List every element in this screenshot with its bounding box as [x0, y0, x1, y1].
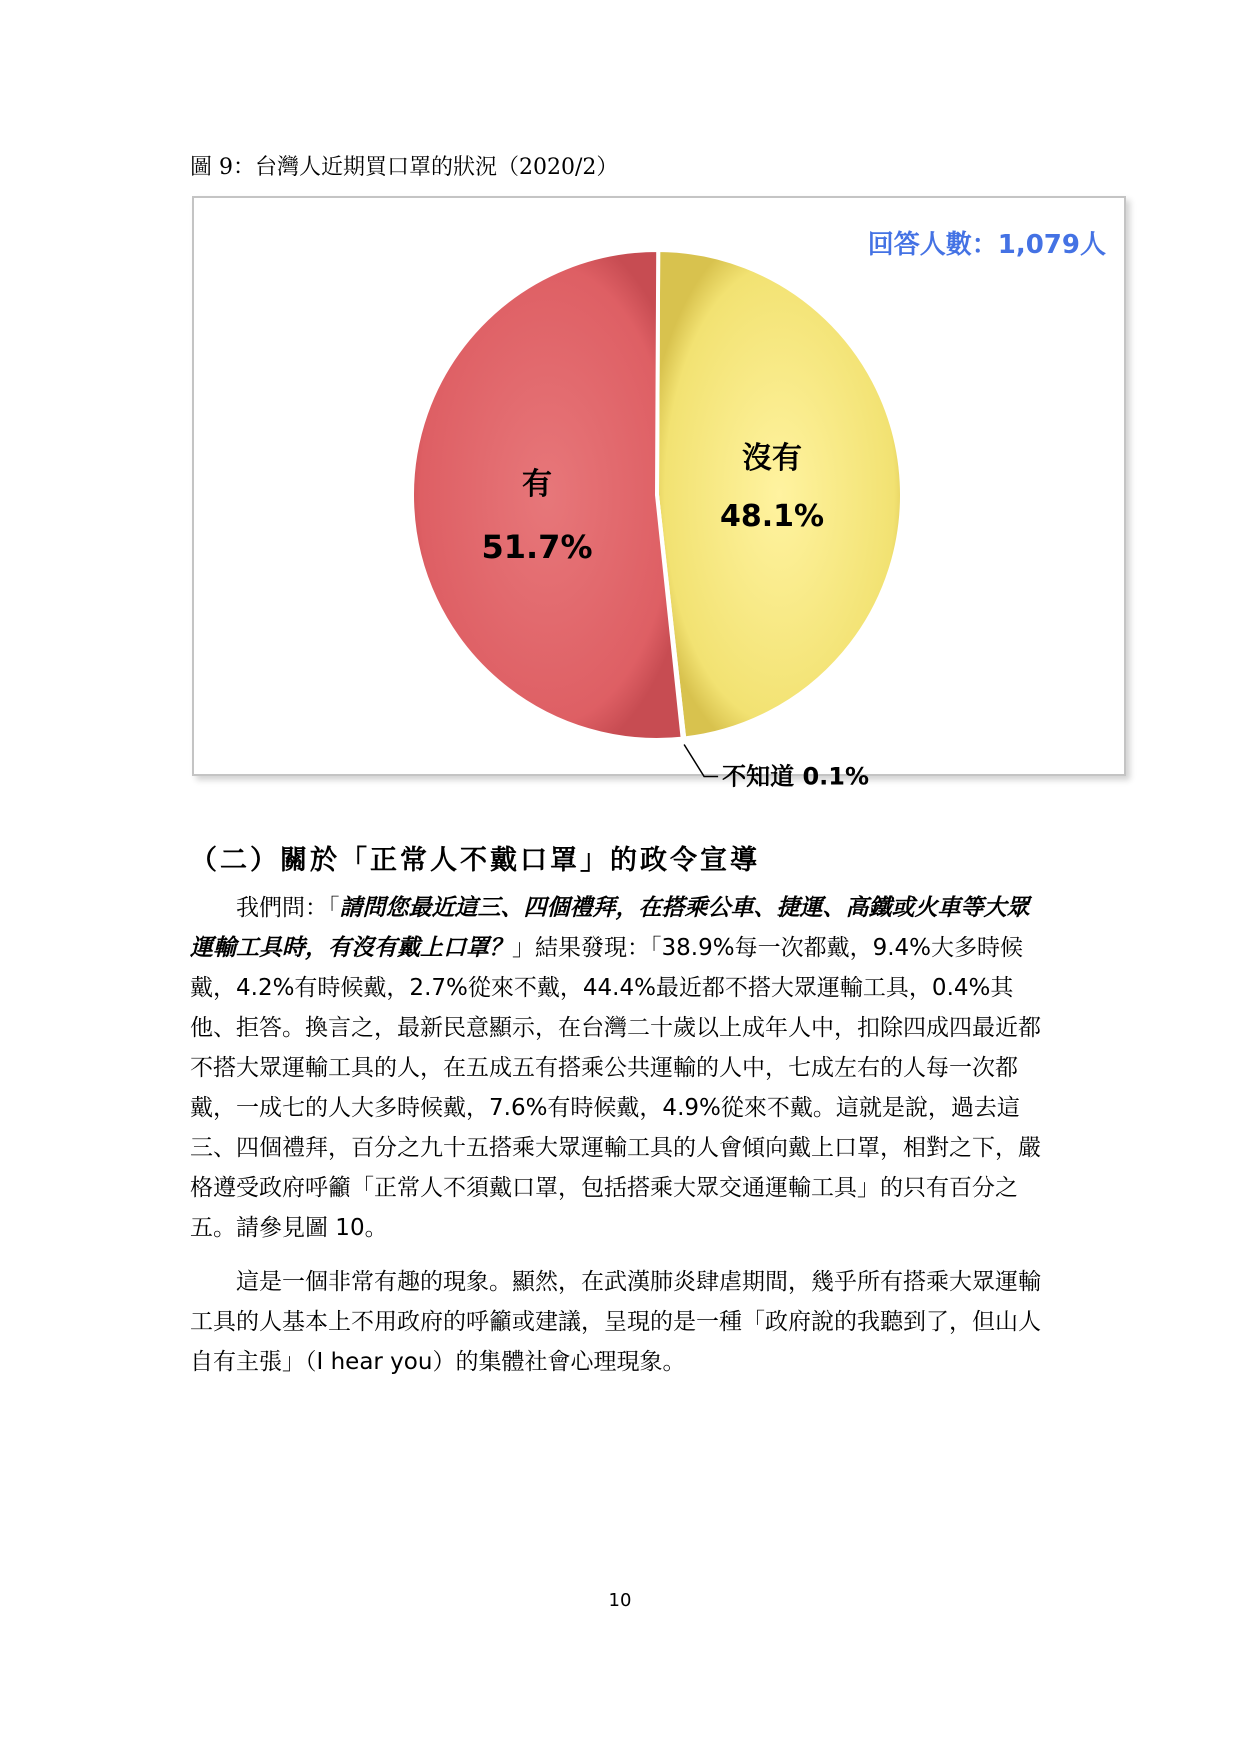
figure-caption: 圖 9：台灣人近期買口罩的狀況（2020/2） — [190, 155, 619, 180]
paragraph-results: 」結果發現：「38.9%每一次都戴，9.4%大多時候戴，4.2%有時候戴，2.7%從來不戴，44.4%最近都不搭大眾運輸工具，0.4%其他、拒答。換言之，最新民意顯示，在台灣二十歲以上成年人中，扣除四成四最近都不搭大眾運輸工具的人，在五成五有搭乘公共運輸的人中，七成左右的人每一次都戴，一成七的人大多時候戴，7.6%有時候戴，4.9%從來不戴。這就是說，過去這三、四個禮拜，百分之九十五搭乘大眾運輸工具的人會傾向戴上口罩，相對之下，嚴格遵受政府呼籲「正常人不須戴口罩，包括搭乘大眾交通運輸工具」的只有百分之五。請參見圖 10。 — [190, 935, 1041, 1241]
page-number: 10 — [608, 1590, 632, 1611]
paragraph-survey-results — [190, 888, 1050, 1248]
slice-no — [657, 250, 902, 738]
slice-label-no: 沒有 — [742, 441, 802, 476]
paragraph-interpretation-text: 這是一個非常有趣的現象。顯然，在武漢肺炎肆虐期間，幾乎所有搭乘大眾運輸工具的人基本上不用政府的呼籲或建議，呈現的是一種「政府說的我聽到了，但山人自有主張」（I hear you）的集體社會心理現象。 — [190, 1269, 1041, 1375]
respondent-count: 回答人數：1,079人 — [867, 230, 1106, 260]
slice-value-no: 48.1% — [719, 499, 825, 534]
pie-chart — [194, 198, 1124, 791]
leader-line-dont-know — [684, 745, 718, 777]
paragraph-interpretation — [190, 1262, 1050, 1382]
slice-label-yes: 有 — [522, 467, 552, 502]
survey-question: 請問您最近這三、四個禮拜，在搭乘公車、捷運、高鐵或火車等大眾運輸工具時，有沒有戴上口罩？ — [190, 895, 1030, 961]
slice-value-yes: 51.7% — [481, 528, 593, 566]
paragraph-lead: 我們問：「 — [236, 895, 340, 921]
section-heading: （二）關於「正常人不戴口罩」的政令宣導 — [190, 845, 760, 876]
pie-chart-frame — [192, 196, 1126, 791]
slice-label-dont-know: 不知道 0.1% — [722, 762, 870, 791]
